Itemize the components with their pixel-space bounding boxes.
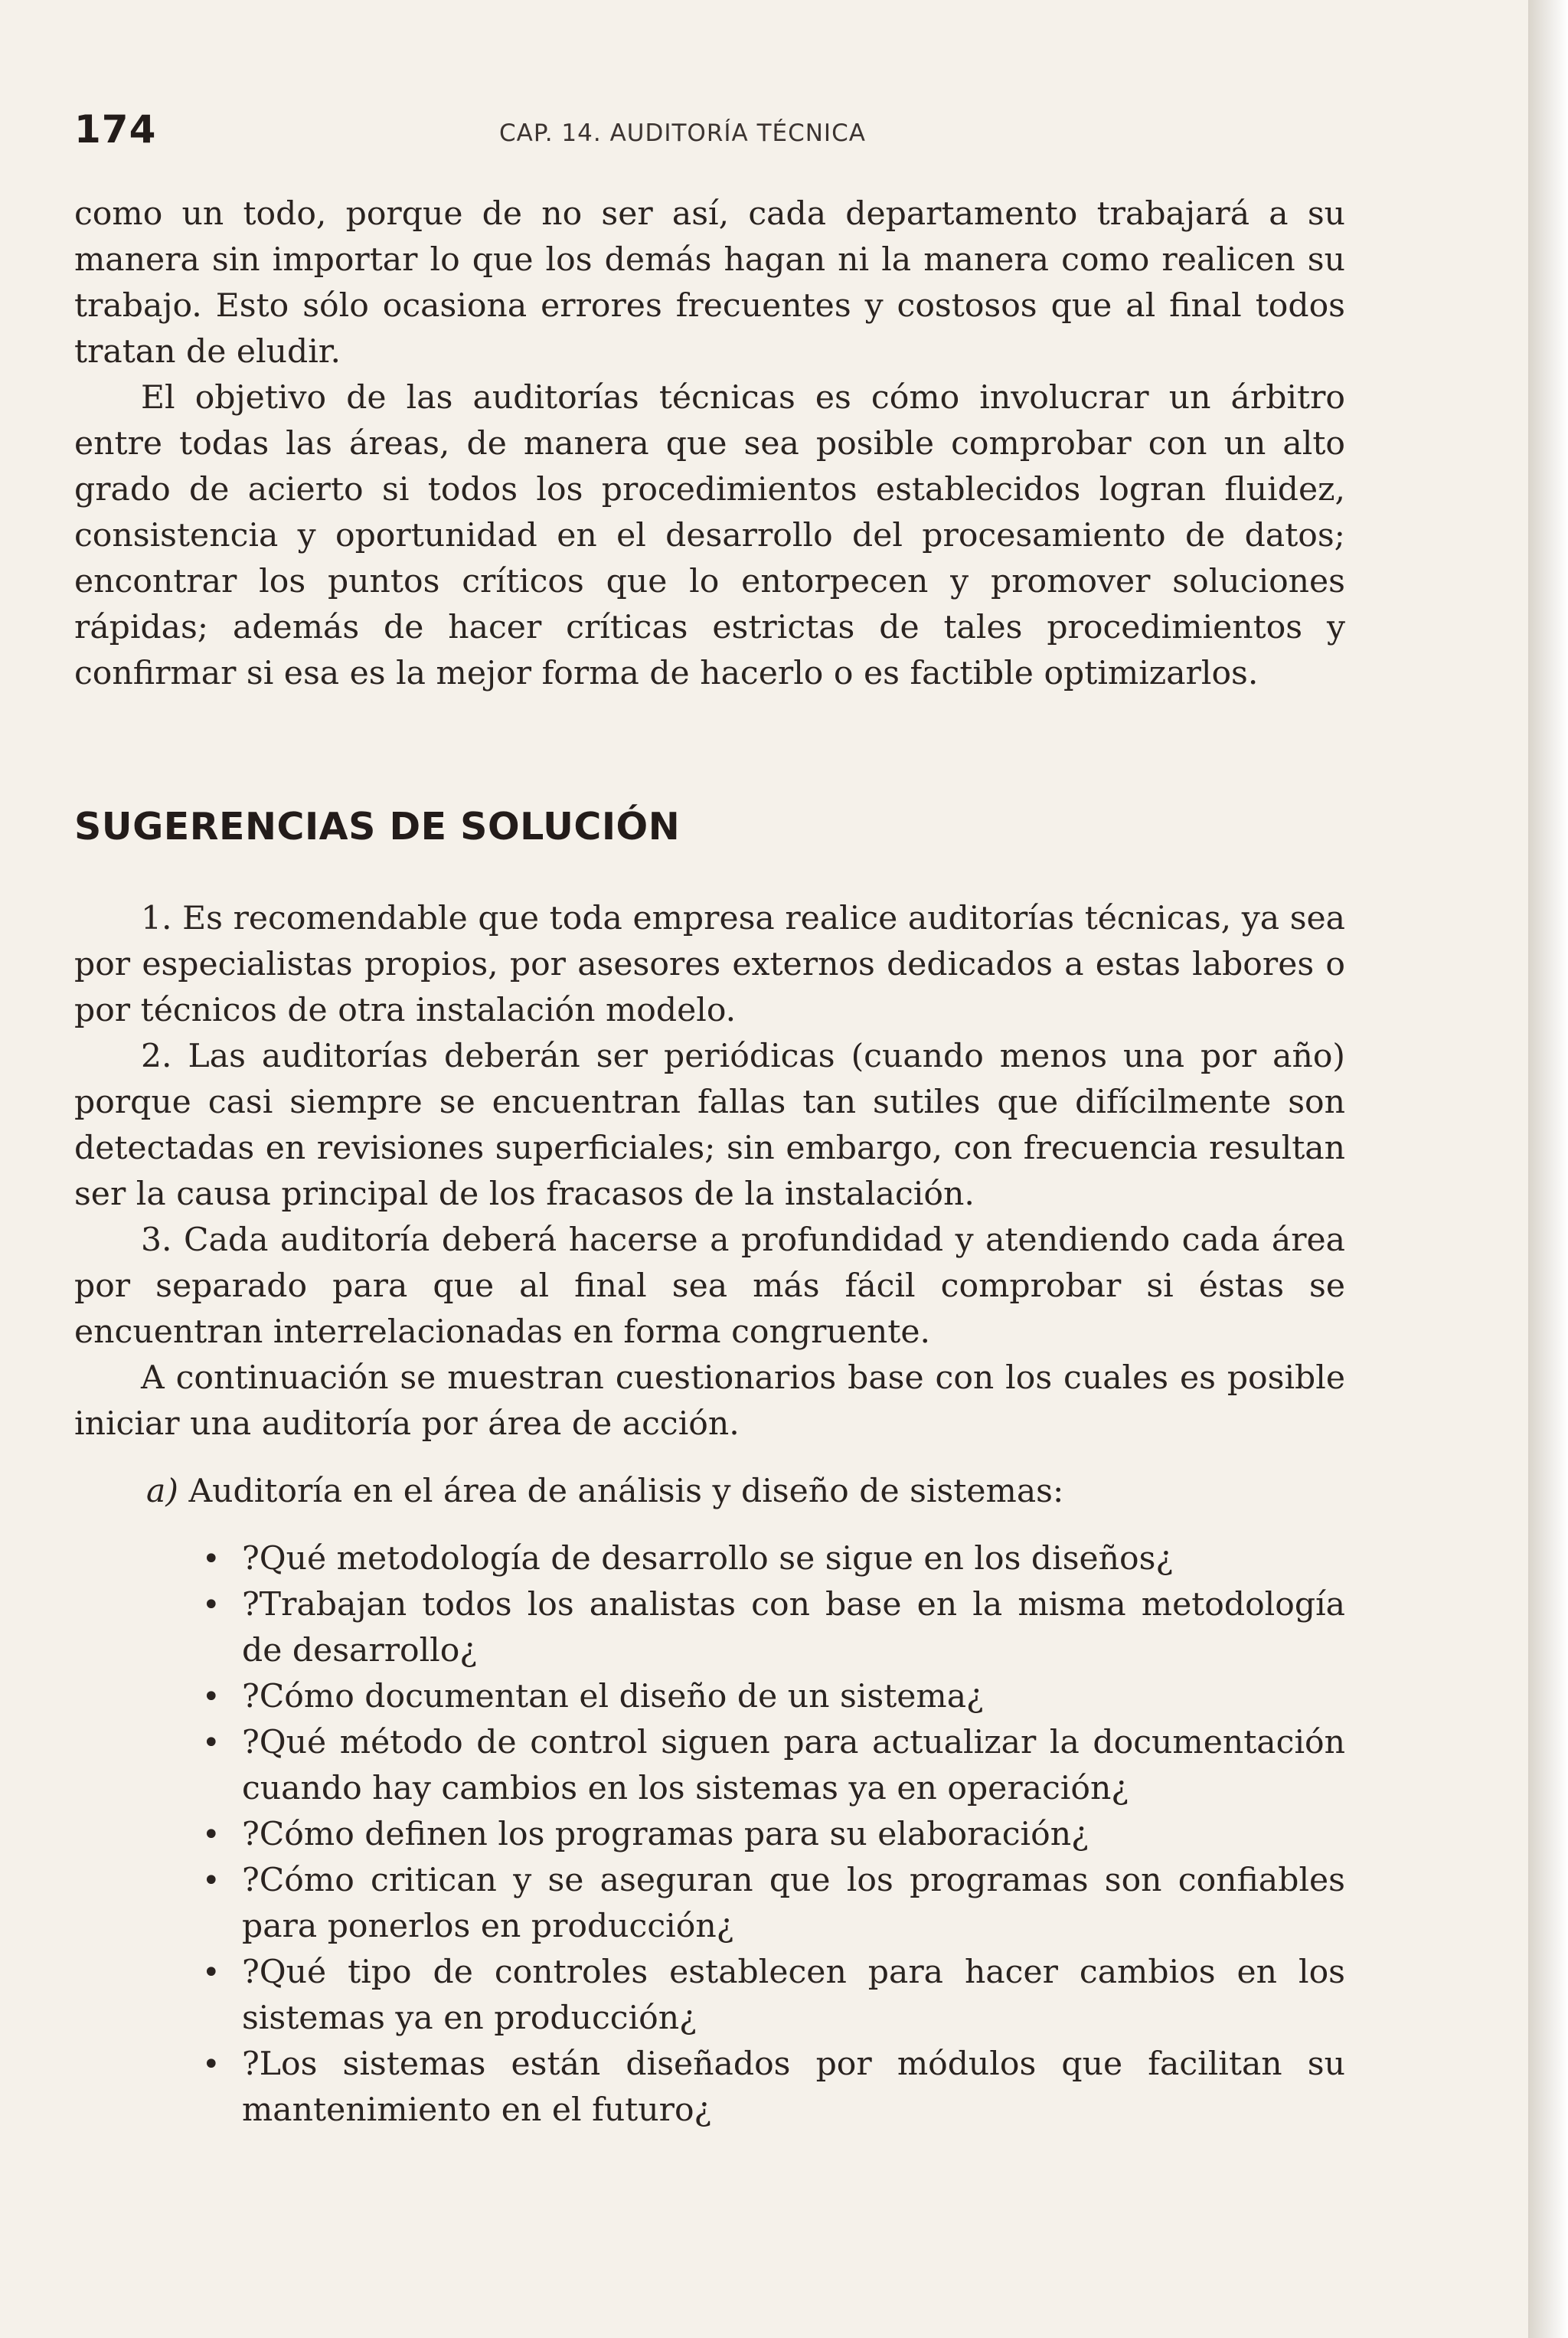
intro-paragraph: A continuación se muestran cuestionarios base con los cuales es posible iniciar una auditoría por área de acción. [74, 1359, 1345, 1443]
question-item [202, 1536, 1345, 1582]
question-list [74, 1536, 1345, 2134]
bullet-icon: • [202, 1725, 220, 1761]
question-item [202, 2042, 1345, 2134]
bullet-icon: • [202, 2047, 220, 2082]
page-edge [1528, 0, 1568, 2338]
bullet-icon: • [202, 1863, 220, 1898]
numbered-item: 3. Cada auditoría deberá hacerse a profundidad y atendiendo cada área por separado para que al final sea más fácil comprobar si éstas se encuentran interrelacionadas en forma congruente. [74, 1221, 1345, 1351]
question-item [202, 1950, 1345, 2042]
question-item [202, 1858, 1345, 1950]
question-text: ?Cómo critican y se aseguran que los programas son confiables para ponerlos en producción¿ [242, 1862, 1345, 1945]
question-item [202, 1812, 1345, 1858]
question-item [202, 1674, 1345, 1720]
question-text: ?Qué tipo de controles establecen para hacer cambios en los sistemas ya en producción¿ [242, 1954, 1345, 2037]
numbered-item: 1. Es recomendable que toda empresa realice auditorías técnicas, ya sea por especialistas propios, por asesores externos dedicados a estas labores o por técnicos de otra instalación modelo. [74, 900, 1345, 1029]
page-number: 174 [74, 107, 157, 152]
list-intro-text: Auditoría en el área de análisis y diseño de sistemas: [188, 1473, 1064, 1510]
question-item [202, 1720, 1345, 1812]
bullet-icon: • [202, 1817, 220, 1852]
body-paragraph: como un todo, porque de no ser así, cada departamento trabajará a su manera sin importar lo que los demás hagan ni la manera como realicen su trabajo. Esto sólo ocasiona errores frecuentes y costosos que al final todos tratan de eludir. [74, 195, 1345, 371]
question-text: ?Cómo documentan el diseño de un sistema¿ [242, 1678, 984, 1715]
bullet-icon: • [202, 1679, 220, 1715]
bullet-icon: • [202, 1588, 220, 1623]
question-text: ?Qué metodología de desarrollo se sigue en los diseños¿ [242, 1540, 1174, 1578]
numbered-item: 2. Las auditorías deberán ser periódicas (cuando menos una por año) porque casi siempre se encuentran fallas tan sutiles que difícilmente son detectadas en revisiones superficiales; sin embargo, con frecuencia resultan ser la causa principal de los fracasos de la instalación. [74, 1038, 1345, 1213]
body-paragraph: El objetivo de las auditorías técnicas es cómo involucrar un árbitro entre todas las áreas, de manera que sea posible comprobar con un alto grado de acierto si todos los procedimientos establecidos logran fluidez, consistencia y oportunidad en el desarrollo del procesamiento de datos; encontrar los puntos críticos que lo entorpecen y promover soluciones rápidas; además de hacer críticas estrictas de tales procedimientos y confirmar si esa es la mejor forma de hacerlo o es factible optimizarlos. [74, 379, 1345, 692]
page-header [74, 107, 1345, 161]
question-item [202, 1582, 1345, 1674]
section-title: SUGERENCIAS DE SOLUCIÓN [74, 805, 681, 849]
bullet-icon: • [202, 1542, 220, 1577]
list-intro [74, 1469, 1345, 1515]
question-text: ?Trabajan todos los analistas con base en la misma metodología de desarrollo¿ [242, 1586, 1345, 1669]
bullet-icon: • [202, 1955, 220, 1990]
question-text: ?Qué método de control siguen para actualizar la documentación cuando hay cambios en los sistemas ya en operación¿ [242, 1724, 1345, 1807]
running-head: CAP. 14. AUDITORÍA TÉCNICA [499, 119, 866, 147]
list-letter: a) [146, 1473, 178, 1510]
page-content [74, 191, 1345, 2134]
question-text: ?Los sistemas están diseñados por módulos que facilitan su mantenimiento en el futuro¿ [242, 2045, 1345, 2129]
question-text: ?Cómo definen los programas para su elaboración¿ [242, 1816, 1089, 1853]
